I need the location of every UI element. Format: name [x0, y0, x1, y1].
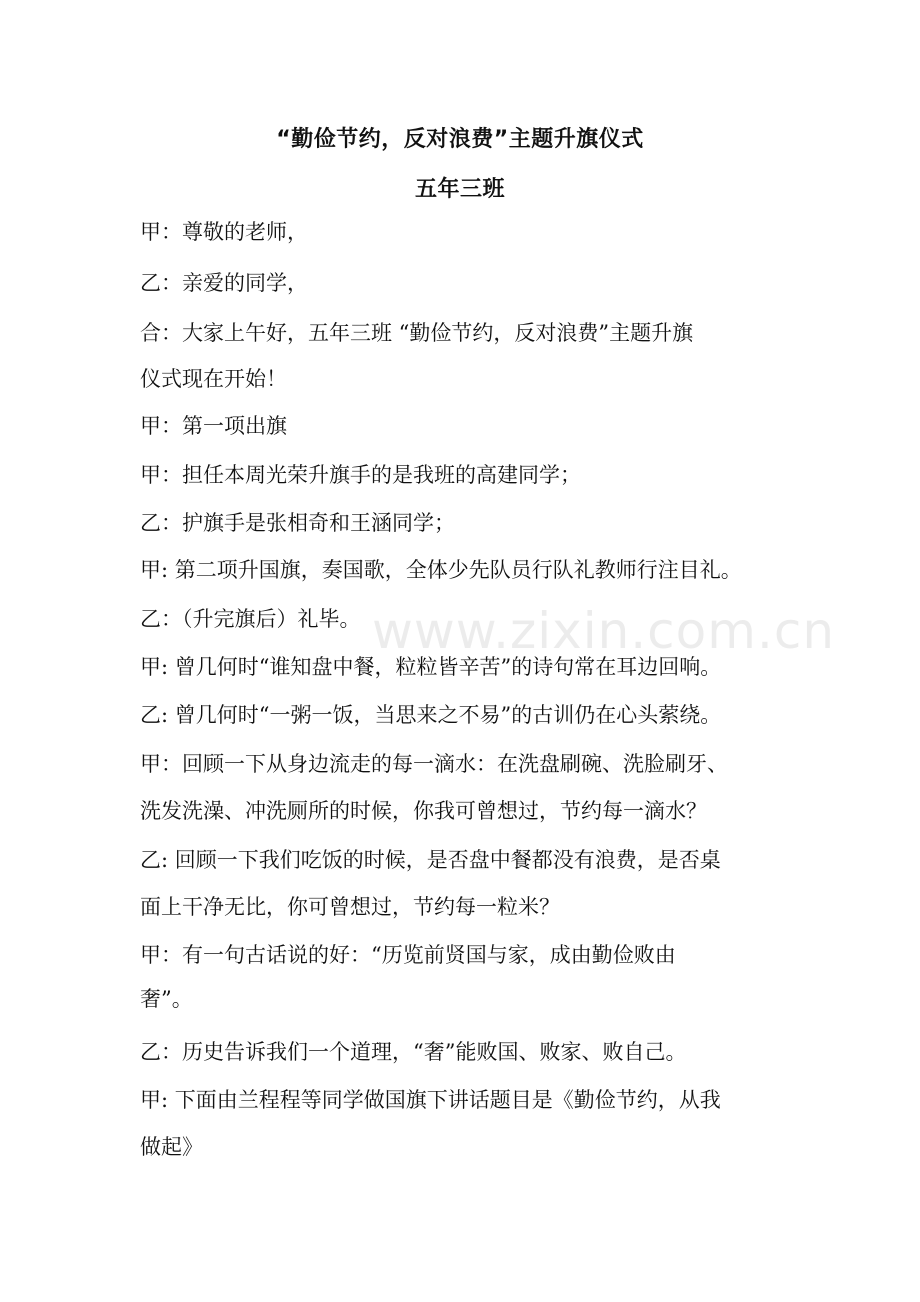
script-line: 奢”。 [140, 987, 193, 1011]
script-line: 甲: 第二项升国旗，奏国歌，全体少先队员行队礼教师行注目礼。 [140, 558, 742, 582]
script-line: 乙: 回顾一下我们吃饭的时候，是否盘中餐都没有浪费，是否桌 [140, 848, 721, 872]
script-line: 乙：亲爱的同学， [140, 271, 308, 295]
watermark: www.zixin.com.cn [372, 602, 836, 660]
script-line: 甲：尊敬的老师， [140, 220, 308, 244]
script-line: 甲：有一句古话说的好：“历览前贤国与家，成由勤俭败由 [140, 943, 676, 967]
script-line: 甲：第一项出旗 [140, 414, 287, 438]
script-line: 乙：历史告诉我们一个道理，“奢”能败国、败家、败自己。 [140, 1040, 687, 1064]
script-line: 洗发洗澡、冲洗厕所的时候，你我可曾想过，节约每一滴水？ [140, 799, 707, 823]
script-line: 甲: 曾几何时“谁知盘中餐，粒粒皆辛苦”的诗句常在耳边回响。 [140, 655, 722, 679]
document-title: “勤俭节约，反对浪费”主题升旗仪式 [276, 127, 644, 152]
script-line: 甲：回顾一下从身边流走的每一滴水：在洗盘刷碗、洗脸刷牙、 [140, 752, 728, 776]
script-line: 合：大家上午好，五年三班 “勤俭节约，反对浪费”主题升旗 [140, 321, 694, 345]
script-line: 仪式现在开始！ [140, 367, 287, 391]
script-line: 乙：（升完旗后）礼毕。 [140, 607, 361, 631]
script-line: 甲：担任本周光荣升旗手的是我班的高建同学； [140, 463, 581, 487]
class-name: 五年三班 [414, 177, 505, 202]
script-line: 乙: 曾几何时“一粥一饭，当思来之不易”的古训仍在心头萦绕。 [140, 703, 722, 727]
script-line: 甲: 下面由兰程程等同学做国旗下讲话题目是《勤俭节约，从我 [140, 1088, 721, 1112]
script-line: 面上干净无比，你可曾想过，节约每一粒米？ [140, 895, 560, 919]
script-line: 乙：护旗手是张相奇和王涵同学； [140, 511, 455, 535]
script-line: 做起》 [140, 1135, 203, 1159]
